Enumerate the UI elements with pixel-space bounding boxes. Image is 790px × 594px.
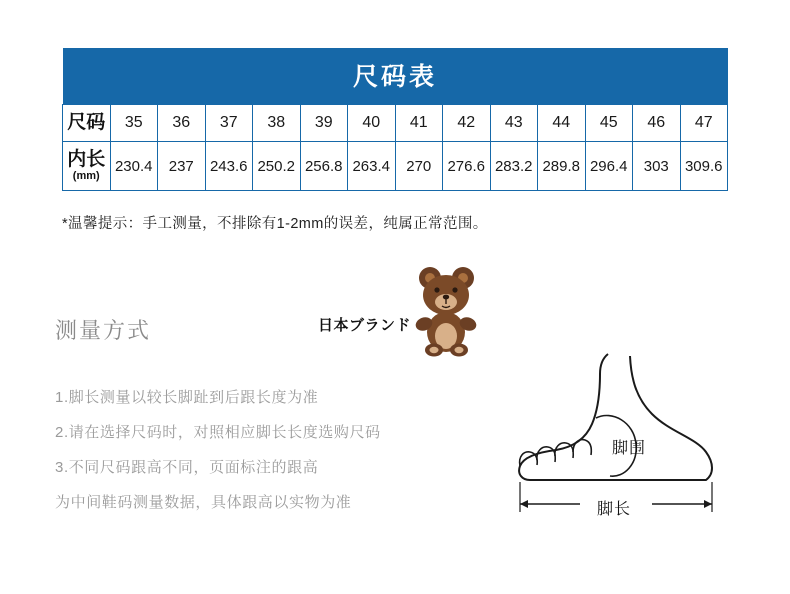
table-row (63, 142, 728, 191)
foot-girth-label: 脚围 (612, 440, 647, 457)
size-cell: 45 (585, 105, 633, 142)
measure-instruction-list (55, 380, 475, 520)
brand-mascot (318, 262, 488, 352)
size-cell: 35 (110, 105, 158, 142)
size-cell: 37 (205, 105, 253, 142)
row-header-innerlength (63, 142, 111, 191)
size-cell: 47 (680, 105, 728, 142)
size-cell: 42 (443, 105, 491, 142)
length-cell: 283.2 (490, 142, 538, 191)
length-cell: 250.2 (253, 142, 301, 191)
size-cell: 39 (300, 105, 348, 142)
table-row (63, 105, 728, 142)
size-table-title-row (63, 48, 728, 105)
bear-icon (318, 262, 488, 357)
row-header-size (63, 105, 111, 142)
length-cell: 230.4 (110, 142, 158, 191)
row-header-innerlength-unit: (mm) (72, 169, 100, 182)
size-cell: 41 (395, 105, 443, 142)
measurement-tip: *温馨提示：手工测量，不排除有1-2mm的误差，纯属正常范围。 (62, 216, 488, 232)
size-cell: 44 (538, 105, 586, 142)
list-item: 为中间鞋码测量数据，具体跟高以实物为准 (55, 494, 352, 511)
size-table-title: 尺码表 (63, 48, 728, 105)
row-header-size-label: 尺码 (67, 112, 106, 134)
list-item: 2.请在选择尺码时，对照相应脚长长度选购尺码 (55, 424, 381, 441)
length-cell: 243.6 (205, 142, 253, 191)
size-cell: 43 (490, 105, 538, 142)
list-item: 3.不同尺码跟高不同，页面标注的跟高 (55, 459, 319, 476)
length-cell: 289.8 (538, 142, 586, 191)
length-cell: 296.4 (585, 142, 633, 191)
size-table (62, 48, 728, 191)
size-cell: 38 (253, 105, 301, 142)
row-header-innerlength-label: 内长 (67, 149, 106, 170)
brand-japanese-text: 日本ブランド (318, 317, 412, 334)
size-cell: 36 (158, 105, 206, 142)
length-cell: 263.4 (348, 142, 396, 191)
length-cell: 270 (395, 142, 443, 191)
length-cell: 256.8 (300, 142, 348, 191)
length-cell: 237 (158, 142, 206, 191)
foot-length-label: 脚长 (597, 501, 632, 518)
length-cell: 309.6 (680, 142, 728, 191)
size-cell: 46 (633, 105, 681, 142)
length-cell: 303 (633, 142, 681, 191)
length-cell: 276.6 (443, 142, 491, 191)
measure-section-title: 测量方式 (55, 318, 152, 343)
size-cell: 40 (348, 105, 396, 142)
list-item: 1.脚长测量以较长脚趾到后跟长度为准 (55, 389, 319, 406)
